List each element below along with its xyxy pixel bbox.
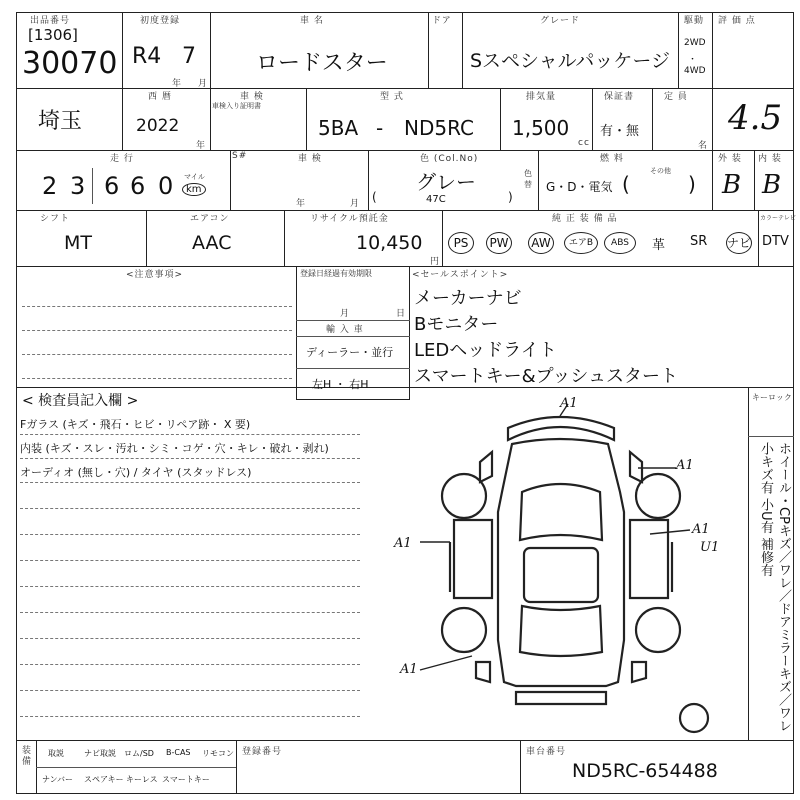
sales-point: Bモニター — [414, 314, 499, 335]
sales-point: スマートキー&プッシュスタート — [414, 366, 679, 387]
deadline-sep3 — [296, 368, 410, 369]
model-label: 車 名 — [300, 16, 324, 26]
doc-cell: ロム/SD — [124, 749, 154, 758]
warranty-options: 有・無 — [600, 124, 640, 139]
inspection-label: 車 検 — [240, 92, 264, 102]
equipment-pw: PW — [486, 232, 512, 254]
drive-2wd: 2WD — [684, 38, 706, 48]
insp-dash — [20, 482, 360, 483]
shaken-label: S# — [232, 151, 248, 161]
year: 2022 — [136, 116, 180, 136]
keylock-line — [748, 436, 794, 437]
auction-number: 30070 — [22, 46, 118, 81]
recycle-label: リサイクル預託金 — [310, 214, 389, 224]
score-label: 評 価 点 — [718, 16, 756, 26]
mileage-unit-mile: マイル — [184, 173, 205, 181]
damage-mark: A1 — [560, 396, 578, 411]
color: グレー — [416, 170, 476, 194]
year-unit: 年 — [172, 79, 183, 89]
deadline-day: 日 — [396, 309, 407, 319]
auction-code: [1306] — [28, 26, 78, 44]
insp-dash — [20, 612, 360, 613]
drive-dot: ・ — [688, 55, 698, 65]
mileage-digit: 2 — [42, 172, 58, 200]
color-change: 色替 — [524, 169, 532, 189]
mileage-unit-km: km — [182, 183, 206, 196]
mileage-digit: 6 — [130, 172, 146, 200]
region: 埼玉 — [38, 109, 83, 134]
deadline-month: 月 — [340, 309, 351, 319]
displacement: 1,500 — [512, 116, 570, 140]
mileage-digit: 3 — [70, 172, 86, 200]
v12 — [230, 150, 231, 210]
shift-label: シフト — [40, 214, 71, 224]
equipment-leather: 革 — [652, 238, 666, 253]
recycle-fee: 10,450 — [356, 232, 423, 254]
type-code: ND5RC — [404, 116, 474, 140]
cert-month: 月 — [350, 199, 361, 209]
v19 — [758, 210, 759, 266]
insp-dash — [20, 638, 360, 639]
v8 — [306, 88, 307, 150]
ac-label: エアコン — [190, 214, 230, 224]
chassis-number: ND5RC-654488 — [572, 760, 718, 782]
equipment-label: 純 正 装 備 品 — [552, 214, 618, 224]
inspector-line: Fガラス (キズ・飛石・ヒビ・リペア跡・ X 要) — [20, 418, 251, 431]
mileage-digit: 6 — [104, 172, 120, 200]
score-value: 4.5 — [728, 98, 783, 138]
insp-dash — [20, 690, 360, 691]
exterior-label: 外 装 — [718, 154, 742, 164]
caution-label: <注意事項> — [126, 270, 184, 280]
inspection-note: 車検入り証明書 — [212, 102, 261, 110]
color-no: 47C — [426, 194, 446, 205]
interior-grade: B — [762, 170, 782, 200]
doc-cell: リモコン — [202, 749, 234, 758]
cert-year: 年 — [296, 199, 307, 209]
doc-cell: キーレス — [126, 775, 158, 784]
shift: MT — [64, 232, 92, 254]
drive-label: 駆動 — [684, 16, 705, 26]
capacity-unit: 名 — [698, 141, 709, 151]
color-paren-close: ) — [508, 190, 513, 204]
doc-cell: 取説 — [48, 749, 64, 758]
equipment-abs: ABS — [604, 232, 636, 254]
era-year: R4 — [132, 44, 162, 69]
mileage-label: 走 行 — [110, 154, 134, 164]
insp-dash — [20, 664, 360, 665]
v15 — [754, 150, 755, 210]
import-value: ディーラー・並行 — [306, 346, 394, 359]
vehicle-damage-diagram — [380, 392, 740, 738]
color-label: 色 (Col.No) — [420, 154, 479, 164]
deadline-sep1 — [296, 320, 410, 321]
deadline-sep2 — [296, 336, 410, 337]
grade: Sスペシャルパッケージ — [470, 50, 670, 72]
vb2 — [236, 740, 237, 794]
row-line-3 — [16, 210, 794, 211]
insp-dash — [20, 434, 360, 435]
inspector-line: 内装 (キズ・スレ・汚れ・シミ・コゲ・穴・キレ・破れ・剥れ) — [20, 442, 329, 455]
insp-dash — [20, 534, 360, 535]
damage-mark: A1 — [400, 662, 418, 677]
docs-label: 装備 — [22, 746, 33, 767]
insp-dash — [20, 560, 360, 561]
interior-label: 内 装 — [758, 154, 782, 164]
vb3 — [520, 740, 521, 794]
year-unit-2: 年 — [196, 141, 207, 151]
bottom-mid — [36, 767, 236, 768]
displacement-label: 排気量 — [526, 92, 557, 102]
inspector-line: オーディオ (無し・穴) / タイヤ (スタッドレス) — [20, 466, 252, 479]
type-dash: - — [376, 116, 384, 140]
sales-point: LEDヘッドライト — [414, 340, 557, 361]
v11 — [652, 88, 653, 150]
ac: AAC — [192, 232, 232, 254]
keylock-label: キーロック — [752, 393, 792, 402]
deadline-label: 登録日経過有効期限 — [300, 269, 372, 278]
equipment-airbag: エアB — [564, 232, 598, 254]
inspector-title: < 検査員記入欄 > — [22, 393, 139, 409]
color-paren-open: ( — [372, 190, 377, 204]
mileage-divider — [92, 168, 93, 204]
fuel-paren-open: ( — [622, 172, 630, 196]
v16 — [146, 210, 147, 266]
cert-label: 車 検 — [298, 154, 322, 164]
v17 — [284, 210, 285, 266]
displacement-unit: cc — [578, 138, 590, 148]
door-label: ドア — [432, 16, 452, 26]
model-name: ロードスター — [256, 51, 388, 76]
insp-dash — [20, 458, 360, 459]
doc-cell: ナビ取説 — [84, 749, 116, 758]
caution-line — [22, 306, 292, 307]
insp-dash — [20, 716, 360, 717]
damage-mark: A1 — [676, 458, 694, 473]
damage-mark: A1 — [394, 536, 412, 551]
drive-4wd: 4WD — [684, 66, 706, 76]
side-note: ホイール・CPキズ／ワレ／ドアミラーキズ／ワレ 小キズ有 小U有 補修有 — [758, 442, 791, 732]
insp-dash — [20, 508, 360, 509]
chassis-label: 車台番号 — [526, 747, 567, 757]
v1 — [122, 12, 123, 150]
v9 — [500, 88, 501, 150]
v-inspector — [748, 387, 749, 740]
sales-label: <セールスポイント> — [412, 270, 509, 280]
v10 — [592, 88, 593, 150]
reg-no-label: 登録番号 — [242, 747, 283, 757]
damage-mark: U1 — [700, 540, 720, 555]
reg-month: 7 — [182, 44, 196, 69]
month-unit: 月 — [198, 79, 209, 89]
v5 — [678, 12, 679, 88]
warranty-label: 保証書 — [604, 92, 635, 102]
recycle-unit: 円 — [430, 257, 441, 267]
v3 — [428, 12, 429, 88]
tv-label: カラーテレビ — [760, 215, 796, 222]
equipment-aw: AW — [528, 232, 554, 254]
first-reg-label: 初度登録 — [140, 16, 181, 26]
row-line-6 — [16, 740, 794, 741]
v6 — [712, 12, 713, 210]
fuel-other-label: その他 — [650, 167, 671, 175]
caution-line — [22, 378, 292, 379]
equipment-ps: PS — [448, 232, 474, 254]
v14 — [538, 150, 539, 210]
sales-point: メーカーナビ — [414, 288, 522, 309]
v13 — [368, 150, 369, 210]
equipment-sr: SR — [690, 234, 708, 249]
v4 — [462, 12, 463, 88]
hand-drive: 左H ・ 右H — [312, 378, 369, 391]
damage-mark: A1 — [692, 522, 710, 537]
equipment-navi: ナビ — [726, 232, 752, 254]
v7 — [210, 88, 211, 150]
type-label: 型 式 — [380, 92, 404, 102]
equipment-dtv: DTV — [762, 234, 789, 249]
capacity-label: 定 員 — [664, 92, 688, 102]
fuel-paren-close: ) — [688, 172, 696, 196]
doc-cell: ナンバー — [42, 775, 74, 784]
mileage-digit: 0 — [158, 172, 174, 200]
caution-line — [22, 354, 292, 355]
doc-cell: B-CAS — [166, 748, 191, 757]
doc-cell: スマートキー — [162, 775, 210, 784]
fuel-label: 燃 料 — [600, 154, 624, 164]
fuel-options: G・D・電気 — [546, 180, 613, 194]
exterior-grade: B — [722, 170, 742, 200]
auction-no-label: 出品番号 — [30, 16, 71, 26]
import-label: 輸 入 車 — [326, 325, 364, 335]
v2 — [210, 12, 211, 88]
grade-label: グレード — [540, 16, 581, 26]
doc-cell: スペアキー — [84, 775, 124, 784]
v18 — [442, 210, 443, 266]
year-label: 西 暦 — [148, 92, 172, 102]
insp-dash — [20, 586, 360, 587]
type-prefix: 5BA — [318, 116, 359, 140]
caution-line — [22, 330, 292, 331]
